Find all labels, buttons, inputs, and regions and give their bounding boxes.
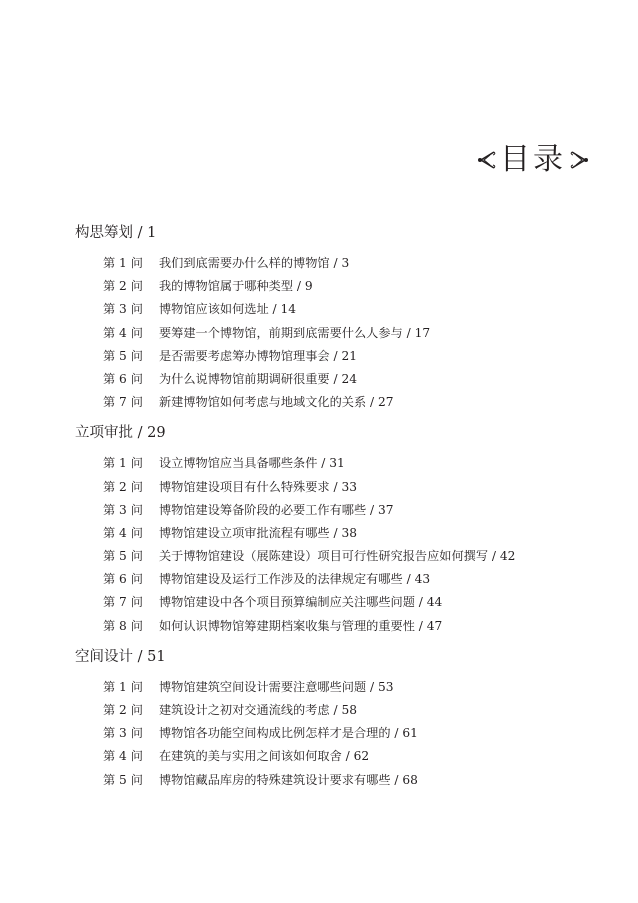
question-number: 第 2 问 [103, 279, 143, 294]
entry-list [75, 676, 608, 792]
entry-page: 27 [378, 395, 394, 410]
question-number: 第 8 问 [103, 618, 143, 633]
toc-entry[interactable]: 第 4 问 博物馆建设立项审批流程有哪些 / 38 [75, 522, 608, 545]
question-number: 第 6 问 [103, 572, 143, 587]
entry-title: 设立博物馆应当具备哪些条件 [159, 456, 318, 471]
question-number: 第 4 问 [103, 525, 143, 540]
entry-title: 博物馆各功能空间构成比例怎样才是合理的 [159, 726, 391, 741]
question-number: 第 6 问 [103, 371, 143, 386]
question-number: 第 2 问 [103, 703, 143, 717]
toc-entry[interactable]: 第 1 问 我们到底需要办什么样的博物馆 / 3 [75, 252, 608, 275]
question-number: 第 5 问 [103, 772, 143, 787]
entry-title: 博物馆应该如何选址 [159, 302, 269, 317]
question-number: 第 1 问 [103, 456, 143, 471]
toc-entry[interactable]: 第 4 问 要筹建一个博物馆，前期到底需要什么人参与 / 17 [75, 322, 608, 345]
entry-page: 61 [402, 726, 418, 741]
entry-title: 是否需要考虑筹办博物馆理事会 [159, 348, 330, 363]
entry-list [75, 252, 608, 414]
entry-title: 建筑设计之初对交通流线的考虑 [159, 703, 330, 717]
toc-entry[interactable]: 第 3 问 博物馆应该如何选址 / 14 [75, 298, 608, 321]
entry-page: 53 [378, 679, 394, 694]
question-number: 第 4 问 [103, 325, 143, 340]
entry-page: 17 [414, 325, 431, 340]
entry-page: 33 [341, 479, 357, 494]
entry-title: 博物馆建设筹备阶段的必要工作有哪些 [159, 502, 367, 517]
entry-page: 47 [426, 618, 443, 633]
question-number: 第 2 问 [103, 479, 143, 494]
entry-list [75, 452, 608, 638]
ornament-right-icon [570, 149, 590, 171]
toc-entry[interactable]: 第 4 问 在建筑的美与实用之间该如何取舍 / 62 [75, 745, 608, 768]
question-number: 第 5 问 [103, 348, 143, 363]
toc-entry[interactable]: 第 3 问 博物馆各功能空间构成比例怎样才是合理的 / 61 [75, 722, 608, 745]
toc-entry[interactable]: 第 7 问 新建博物馆如何考虑与地域文化的关系 / 27 [75, 391, 608, 414]
section-title: 构思筹划 [75, 225, 133, 241]
toc-entry[interactable]: 第 5 问 博物馆藏品库房的特殊建筑设计要求有哪些 / 68 [75, 769, 608, 792]
ornament-left-icon [476, 149, 496, 171]
entry-page: 44 [426, 595, 443, 610]
entry-title: 博物馆建设项目有什么特殊要求 [159, 479, 330, 494]
section-page: 1 [147, 225, 157, 241]
question-number: 第 4 问 [103, 749, 143, 764]
question-number: 第 7 问 [103, 595, 143, 610]
entry-title: 我的博物馆属于哪种类型 [159, 279, 294, 294]
entry-page: 14 [280, 302, 297, 317]
section-title: 立项审批 [75, 425, 133, 442]
toc-entry[interactable]: 第 8 问 如何认识博物馆筹建期档案收集与管理的重要性 / 47 [75, 615, 608, 638]
entry-title: 要筹建一个博物馆，前期到底需要什么人参与 [159, 325, 403, 340]
toc-entry[interactable]: 第 5 问 关于博物馆建设（展陈建设）项目可行性研究报告应如何撰写 / 42 [75, 545, 608, 568]
entry-page: 24 [341, 371, 357, 386]
entry-page: 3 [341, 256, 350, 270]
question-number: 第 1 问 [103, 679, 143, 694]
toc-entry[interactable]: 第 2 问 建筑设计之初对交通流线的考虑 / 58 [75, 699, 608, 722]
entry-title: 博物馆建筑空间设计需要注意哪些问题 [159, 679, 367, 694]
entry-page: 42 [499, 549, 516, 564]
toc-entry[interactable]: 第 6 问 为什么说博物馆前期调研很重要 / 24 [75, 368, 608, 391]
toc-entry[interactable]: 第 3 问 博物馆建设筹备阶段的必要工作有哪些 / 37 [75, 499, 608, 522]
entry-page: 68 [402, 772, 418, 787]
entry-title: 博物馆建设中各个项目预算编制应关注哪些问题 [159, 595, 415, 610]
toc-entry[interactable]: 第 7 问 博物馆建设中各个项目预算编制应关注哪些问题 / 44 [75, 591, 608, 614]
entry-title: 我们到底需要办什么样的博物馆 [159, 256, 330, 270]
section-heading[interactable]: 构思筹划 / 1 [75, 225, 157, 241]
question-number: 第 5 问 [103, 549, 143, 564]
section-heading[interactable]: 空间设计 / 51 [75, 648, 166, 665]
toc-heading [476, 138, 590, 182]
entry-title: 博物馆藏品库房的特殊建筑设计要求有哪些 [159, 772, 391, 787]
page-title: 目录 [500, 142, 566, 177]
entry-title: 在建筑的美与实用之间该如何取舍 [159, 749, 342, 764]
question-number: 第 7 问 [103, 395, 143, 410]
entry-page: 9 [304, 279, 313, 294]
toc-entry[interactable]: 第 6 问 博物馆建设及运行工作涉及的法律规定有哪些 / 43 [75, 568, 608, 591]
toc-entry[interactable]: 第 5 问 是否需要考虑筹办博物馆理事会 / 21 [75, 345, 608, 368]
section-title: 空间设计 [75, 648, 133, 665]
question-number: 第 3 问 [103, 302, 143, 317]
entry-title: 新建博物馆如何考虑与地域文化的关系 [159, 395, 367, 410]
entry-title: 如何认识博物馆筹建期档案收集与管理的重要性 [159, 618, 415, 633]
section-heading[interactable]: 立项审批 / 29 [75, 425, 166, 442]
entry-page: 62 [353, 749, 370, 764]
section-page: 29 [147, 425, 166, 442]
toc-entry[interactable]: 第 2 问 我的博物馆属于哪种类型 / 9 [75, 275, 608, 298]
table-of-contents [75, 220, 608, 792]
entry-title: 关于博物馆建设（展陈建设）项目可行性研究报告应如何撰写 [159, 549, 489, 564]
entry-title: 博物馆建设及运行工作涉及的法律规定有哪些 [159, 572, 403, 587]
question-number: 第 3 问 [103, 502, 143, 517]
entry-title: 为什么说博物馆前期调研很重要 [159, 371, 330, 386]
toc-entry[interactable]: 第 1 问 博物馆建筑空间设计需要注意哪些问题 / 53 [75, 676, 608, 699]
entry-page: 37 [378, 502, 394, 517]
entry-page: 31 [329, 456, 345, 471]
toc-entry[interactable]: 第 1 问 设立博物馆应当具备哪些条件 / 31 [75, 452, 608, 475]
entry-page: 38 [341, 525, 357, 540]
toc-entry[interactable]: 第 2 问 博物馆建设项目有什么特殊要求 / 33 [75, 476, 608, 499]
question-number: 第 1 问 [103, 256, 143, 270]
entry-page: 58 [341, 703, 357, 717]
section-page: 51 [147, 648, 166, 665]
entry-page: 43 [414, 572, 431, 587]
entry-page: 21 [341, 348, 357, 363]
question-number: 第 3 问 [103, 726, 143, 741]
entry-title: 博物馆建设立项审批流程有哪些 [159, 525, 330, 540]
